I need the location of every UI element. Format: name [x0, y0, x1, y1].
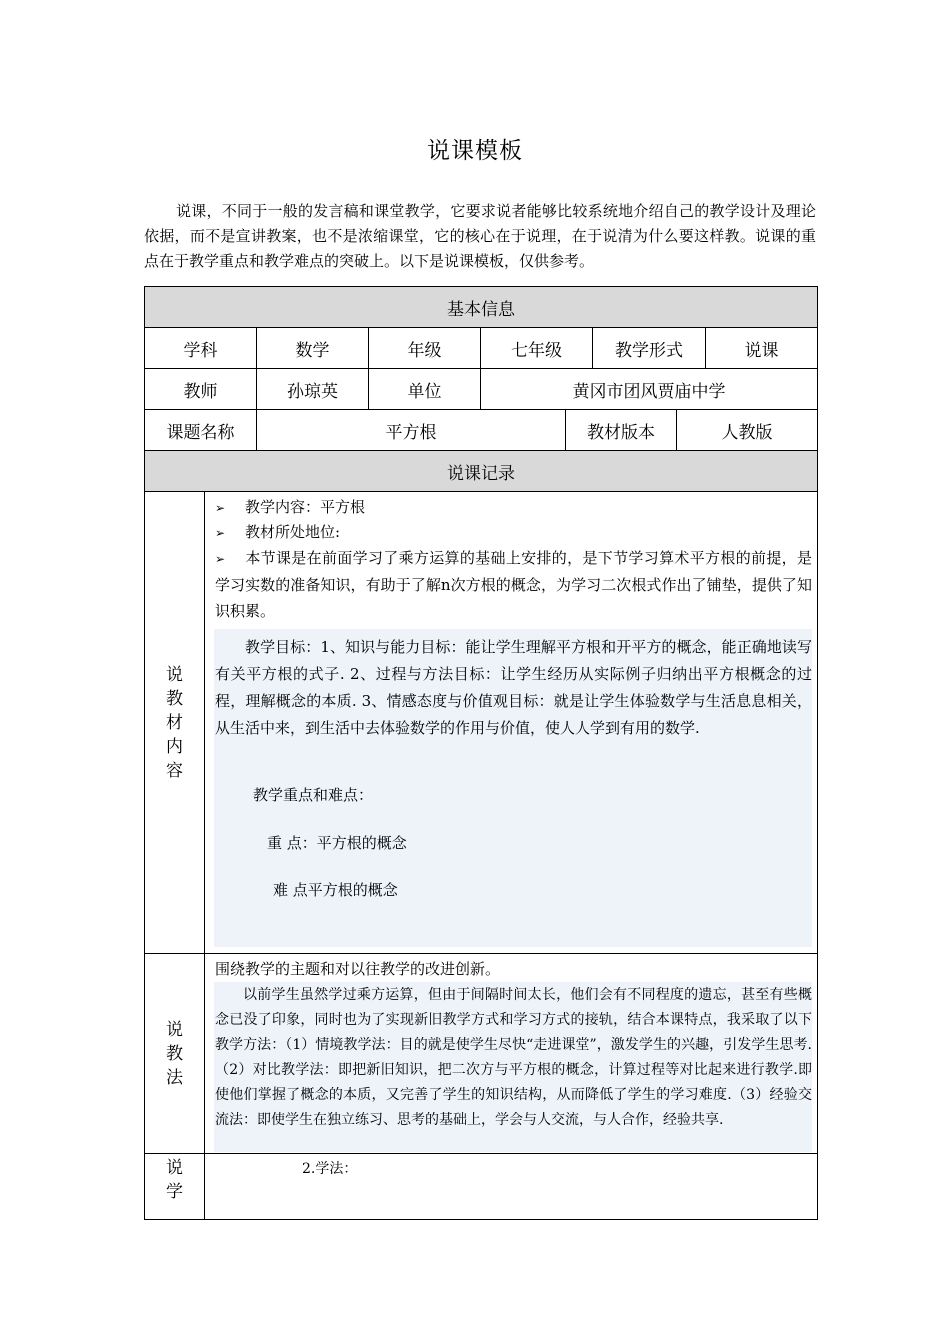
- form-value: 说课: [744, 340, 779, 361]
- learning-section-label-text: 说学: [166, 1158, 183, 1202]
- page-title: 说课模板: [427, 138, 523, 164]
- subject-row: [145, 328, 817, 369]
- position-paragraph-text: 本节课是在前面学习了乘方运算的基础上安排的，是下节学习算术平方根的前提，是学习实数的准备知识，有助于了解n次方根的概念，为学习二次根式作出了铺垫，提供了知识积累。: [215, 549, 812, 620]
- edition-value: 人教版: [721, 422, 773, 443]
- basic-info-header-row: [145, 287, 817, 328]
- arrow-bullet-icon: ➢: [215, 552, 226, 566]
- topic-row: [145, 410, 817, 451]
- content-text: 教学内容：平方根: [245, 498, 366, 516]
- teacher-label: 教师: [145, 369, 257, 409]
- lesson-table: [144, 286, 818, 1220]
- position-paragraph: [215, 545, 812, 624]
- learning-section: [145, 1154, 817, 1219]
- method-theme: 围绕教学的主题和对以往教学的改进创新。: [215, 960, 501, 978]
- method-paragraph: 以前学生虽然学过乘方运算，但由于间隔时间太长，他们会有不同程度的遗忘，甚至有些概念已没了印象，同时也为了实现新旧教学方式和学习方式的接轨，结合本课特点，我采取了以下教学方法：（1）情境教学法：目的就是使学生尽快“走进课堂”，激发学生的兴趣，引发学生思考.（2）对比教学法：即把新旧知识，把二次方与平方根的概念，计算过程等对比起来进行教学.即使他们掌握了概念的本质，又完善了学生的知识结构，从而降低了学生的学习难度.（3）经验交流法：即使学生在独立练习、思考的基础上，学会与人交流，与人合作，经验共享.: [215, 987, 812, 1128]
- textbook-section-label-text: 说教材内容: [166, 664, 183, 781]
- grade-value: 七年级: [481, 328, 593, 368]
- position-text: 教材所处地位:: [245, 523, 341, 541]
- textbook-section: [145, 492, 817, 954]
- intro-paragraph: 说课，不同于一般的发言稿和课堂教学，它要求说者能够比较系统地介绍自己的教学设计及理论依据，而不是宣讲教案，也不是浓缩课堂，它的核心在于说理，在于说清为什么要这样教。说课的重点在于教学重点和教学难点的突破上。以下是说课模板，仅供参考。: [144, 202, 816, 270]
- textbook-section-content: [205, 492, 817, 953]
- learning-section-label: [145, 1154, 205, 1219]
- unit-label: 单位: [369, 369, 481, 409]
- arrow-bullet-icon: ➢: [215, 526, 226, 540]
- key-difficult-heading: 教学重点和难点：: [253, 786, 374, 804]
- record-header-row: [145, 451, 817, 492]
- method-section-content: [205, 954, 817, 1153]
- position-bullet: [215, 520, 340, 545]
- subject-label: 学科: [145, 328, 257, 368]
- difficult-point: 难 点平方根的概念: [273, 881, 398, 899]
- method-section: [145, 954, 817, 1154]
- textbook-section-label: [145, 492, 205, 953]
- arrow-bullet-icon: ➢: [215, 501, 226, 515]
- method-section-label-text: 说教法: [166, 1019, 183, 1088]
- topic-value: 平方根: [257, 410, 566, 450]
- subject-value: 数学: [257, 328, 369, 368]
- grade-label: 年级: [369, 328, 481, 368]
- learning-section-content: [205, 1154, 817, 1219]
- learning-method-text: 2.学法：: [302, 1161, 358, 1177]
- edition-label: 教材版本: [566, 410, 677, 450]
- topic-label: 课题名称: [145, 410, 257, 450]
- record-header: 说课记录: [447, 463, 515, 484]
- form-label: 教学形式: [593, 328, 706, 368]
- unit-value: 黄冈市团风贾庙中学: [572, 381, 726, 402]
- key-point: 重 点：平方根的概念: [267, 834, 407, 852]
- teaching-goals: 教学目标：1、知识与能力目标：能让学生理解平方根和开平方的概念，能正确地读写有关平方根的式子. 2、过程与方法目标：让学生经历从实际例子归纳出平方根概念的过程，理解概念的本质. 3、情感态度与价值观目标：就是让学生体验数学与生活息息相关，从生活中来，到生活中去体验数学的作用与价值，使人人学到有用的数学.: [215, 638, 812, 737]
- teacher-value: 孙琼英: [257, 369, 369, 409]
- content-bullet: [215, 495, 365, 520]
- method-section-label: [145, 954, 205, 1153]
- teacher-row: [145, 369, 817, 410]
- basic-info-header: 基本信息: [447, 299, 515, 320]
